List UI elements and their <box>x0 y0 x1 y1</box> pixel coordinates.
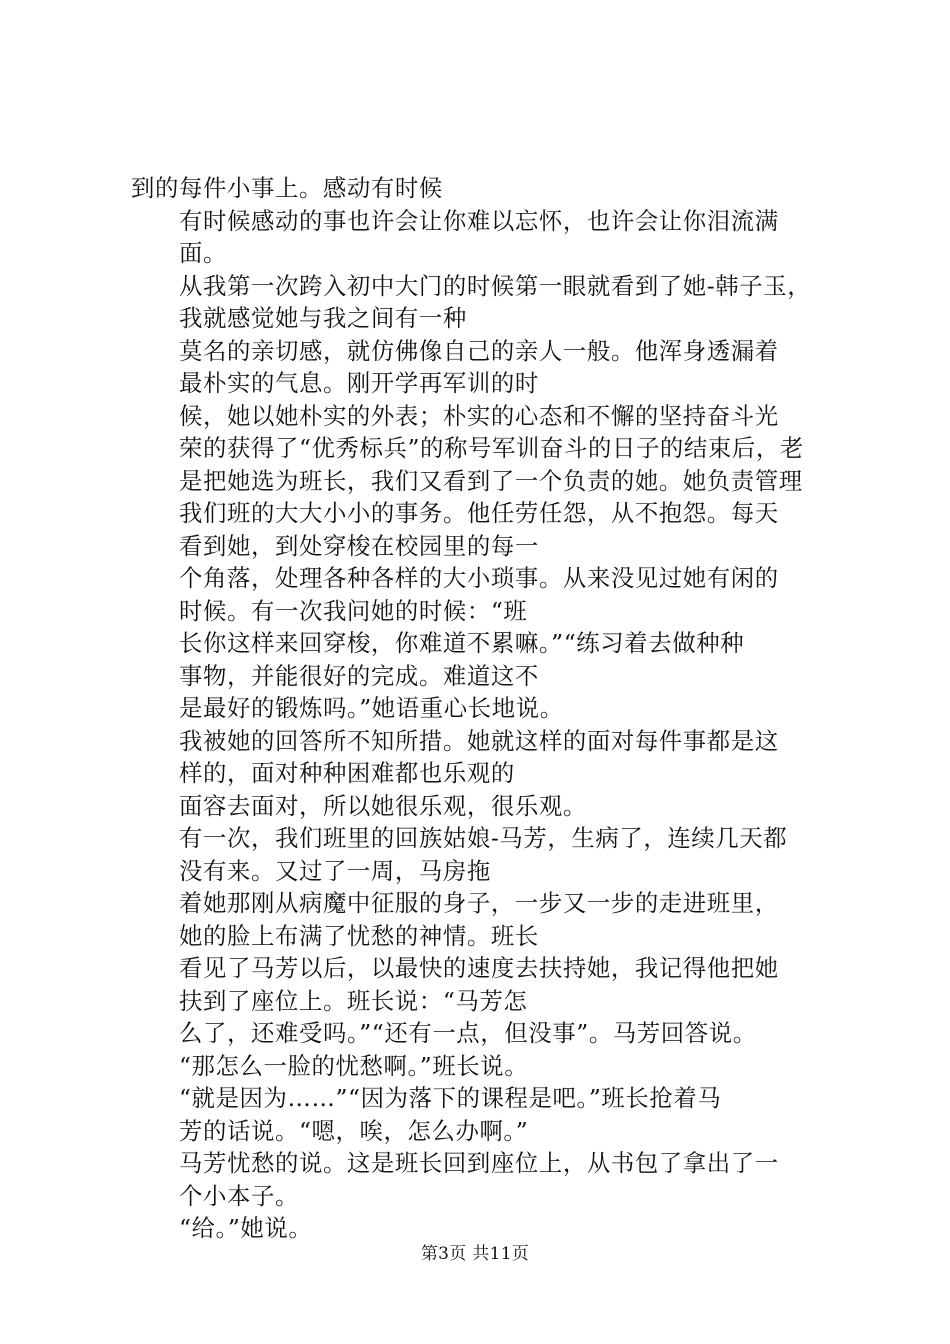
text-line: 是把她选为班长，我们又看到了一个负责的她。她负责管理 <box>179 466 803 495</box>
paragraph <box>131 270 851 335</box>
text-line: 荣的获得了“优秀标兵”的称号军训奋斗的日子的结束后，老 <box>179 434 804 462</box>
text-line: 长你这样来回穿梭，你难道不累嘛。”“练习着去做种种 <box>179 629 745 657</box>
text-line: 看到她，到处穿梭在校园里的每一 <box>179 531 539 560</box>
document-body <box>131 172 851 1245</box>
text-line: 马芳忧愁的说。这是班长回到座位上，从书包了拿出了一 <box>179 1149 779 1177</box>
text-line: 从我第一次跨入初中大门的时候第一眼就看到了她-韩子玉， <box>179 271 812 300</box>
text-line: 到的每件小事上。感动有时候 <box>131 174 443 202</box>
text-line: 我就感觉她与我之间有一种 <box>179 304 467 332</box>
text-line: 没有来。又过了一周，马房拖 <box>179 856 491 885</box>
text-line: 么了，还难受吗。”“还有一点，但没事”。马芳回答说。 <box>179 1019 757 1047</box>
paragraph <box>131 400 851 498</box>
paragraph <box>131 692 851 725</box>
paragraph <box>131 627 851 692</box>
paragraph <box>131 1212 851 1245</box>
text-line: 面容去面对，所以她很乐观，很乐观。 <box>179 791 587 820</box>
text-line: 看见了马芳以后，以最快的速度去扶持她，我记得他把她 <box>179 954 779 982</box>
paragraph <box>131 172 851 205</box>
paragraph <box>131 952 851 1017</box>
text-line: “给。”她说。 <box>179 1214 313 1242</box>
text-line: 事物，并能很好的完成。难道这不 <box>179 661 539 690</box>
text-line: 扶到了座位上。班长说：“马芳怎 <box>179 986 528 1015</box>
text-line: 最朴实的气息。刚开学再军训的时 <box>179 369 539 397</box>
paragraph <box>131 335 851 400</box>
text-line: 面。 <box>179 239 227 267</box>
paragraph <box>131 205 851 270</box>
text-line: 我被她的回答所不知所措。她就这样的面对每件事都是这 <box>179 726 779 755</box>
text-line: 我们班的大大小小的事务。他任劳任怨，从不抱怨。每天 <box>179 499 779 527</box>
text-line: 有时候感动的事也许会让你难以忘怀，也许会让你泪流满 <box>179 206 779 235</box>
text-line: 着她那刚从病魔中征服的身子，一步又一步的走进班里， <box>179 889 779 917</box>
text-line: 有一次，我们班里的回族姑娘-马芳，生病了，连续几天都 <box>179 824 788 852</box>
text-line: 个角落，处理各种各样的大小琐事。从来没见过她有闲的 <box>179 564 779 592</box>
paragraph <box>131 790 851 823</box>
text-line: 莫名的亲切感，就仿佛像自己的亲人一般。他浑身透漏着 <box>179 336 779 365</box>
paragraph <box>131 822 851 887</box>
text-line: 候，她以她朴实的外表；朴实的心态和不懈的坚持奋斗光 <box>179 401 779 430</box>
paragraph <box>131 562 851 627</box>
text-line: “那怎么一脸的忧愁啊。”班长说。 <box>179 1051 529 1080</box>
page-footer: 第3页 共11页 <box>420 1244 530 1264</box>
text-line: 是最好的锻炼吗。”她语重心长地说。 <box>179 694 564 722</box>
paragraph <box>131 725 851 790</box>
text-line: “就是因为……”“因为落下的课程是吧。”班长抢着马 <box>179 1084 722 1112</box>
text-line: 样的，面对种种困难都也乐观的 <box>179 759 515 787</box>
paragraph <box>131 1082 851 1147</box>
paragraph <box>131 497 851 562</box>
text-line: 时候。有一次我问她的时候：“班 <box>179 596 528 625</box>
text-line: 个小本子。 <box>179 1181 299 1210</box>
paragraph <box>131 1147 851 1212</box>
paragraph <box>131 1017 851 1082</box>
paragraph <box>131 887 851 952</box>
text-line: 芳的话说。“嗯，唉，怎么办啊。” <box>179 1116 529 1145</box>
text-line: 她的脸上布满了忧愁的神情。班长 <box>179 921 539 950</box>
